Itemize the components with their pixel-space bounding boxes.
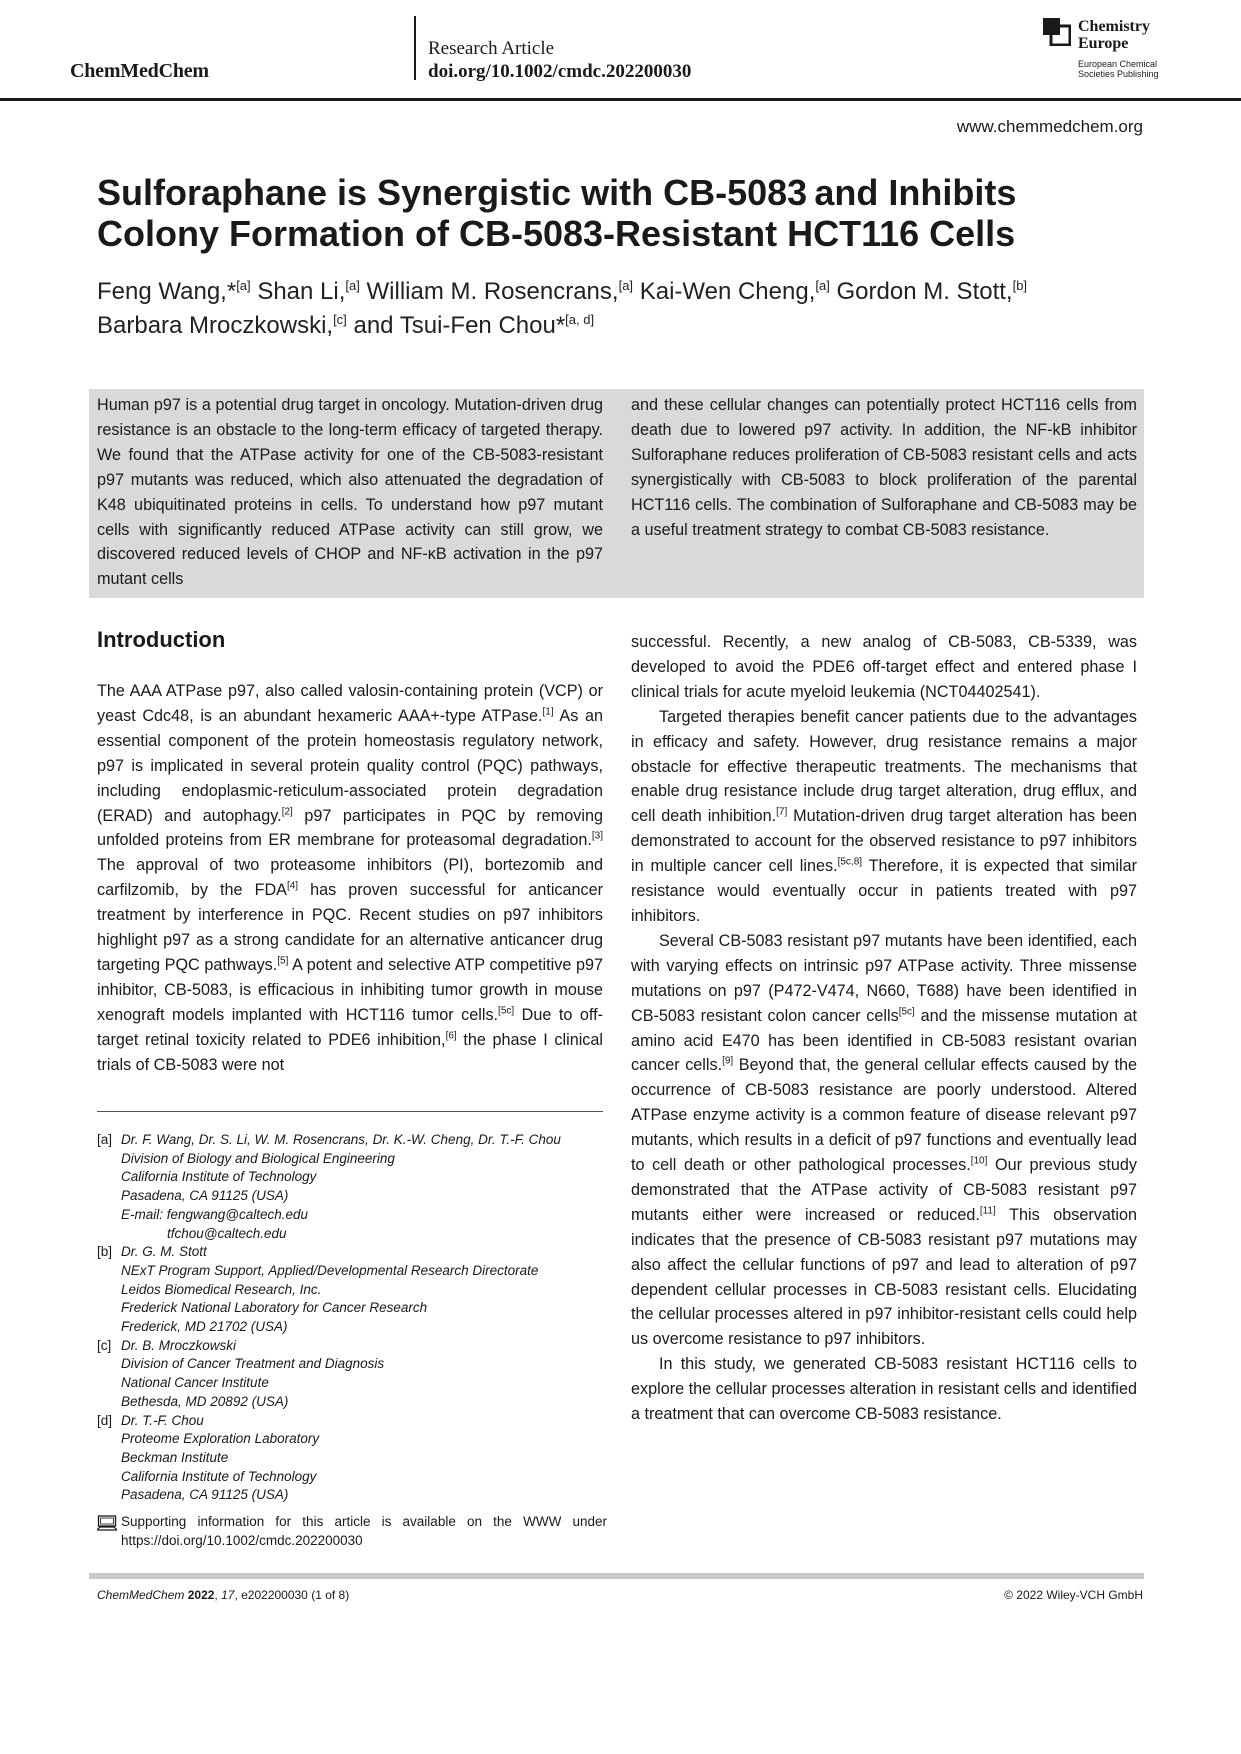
affiliation-footnotes — [97, 1131, 607, 1505]
citation[interactable]: [5c,8] — [837, 856, 863, 868]
article-type: Research Article — [428, 38, 555, 59]
abstract-left-column: Human p97 is a potential drug target in oncology. Mutation-driven drug resistance is an obstacle to the long-term efficacy of targeted therapy. We found that the ATPase activity for one of the CB-5083-resistant p97 mutants was reduced, which also attenuated the degradation of K48 ubiquitinated proteins in cells. To understand how p97 mutant cells with significantly reduced ATPase activity can still grow, we discovered reduced levels of CHOP and NF-κB activation in the p97 mutant cells — [97, 396, 603, 589]
paragraph: The AAA ATPase p97, also called valosin-containing protein (VCP) or yeast Cdc48, is an abundant hexameric AAA+-type ATPase.[1] As an essential component of the protein homeostasis regulatory network, p97 is implicated in several protein quality control (PQC) pathways, including endoplasmic-reticulum-associated protein degradation (ERAD) and autophagy.[2] p97 participates in PQC by removing unfolded proteins from ER membrane for proteasomal degradation.[3] The approval of two proteasome inhibitors (PI), bortezomib and carfilzomib, by the FDA[4] has proven successful for anticancer treatment by interference in PQC. Recent studies on p97 inhibitors highlight p97 as a strong candidate for an alternative anticancer drug targeting PQC pathways.[5] A potent and selective ATP competitive p97 inhibitor, CB-5083, is efficacious in inhibiting tumor growth in mouse xenograft models implanted with HCT116 tumor cells.[5c] Due to off-target retinal toxicity related to PDE6 inhibition,[6] the phase I clinical trials of CB-5083 were not — [97, 682, 604, 1074]
body-right-column — [631, 630, 1137, 1427]
header-rule — [0, 98, 1241, 101]
citation[interactable]: [2] — [281, 806, 293, 818]
computer-icon — [97, 1515, 117, 1531]
footer-copyright: © 2022 Wiley-VCH GmbH — [1004, 1588, 1143, 1602]
journal-name: ChemMedChem — [70, 60, 209, 82]
footnote-rule — [97, 1111, 603, 1112]
email-link[interactable]: E-mail: fengwang@caltech.edu — [121, 1206, 309, 1222]
footer-bar — [89, 1573, 1144, 1579]
citation[interactable]: [1] — [542, 706, 554, 718]
article-title: Sulforaphane is Synergistic with CB-5083 and Inhibits Colony Formation of CB-5083-Resistant HCT116 Cells — [97, 172, 1017, 254]
section-heading-introduction: Introduction — [97, 627, 226, 652]
citation[interactable]: [6] — [445, 1030, 457, 1042]
doi-link[interactable]: doi.org/10.1002/cmdc.202200030 — [428, 61, 692, 82]
publisher-subtitle: European Chemical Societies Publishing — [1078, 59, 1159, 79]
citation[interactable]: [5c] — [898, 1006, 915, 1018]
paragraph: Several CB-5083 resistant p97 mutants have been identified, each with varying effects on intrinsic p97 ATPase activity. Three missense mutations on p97 (P472-V474, N660, T688) have been identified in CB-5083 resistant colon cancer cells[5c] and the missense mutation at amino acid E470 has been identified in CB-5083 resistant ovarian cancer cells.[9] Beyond that, the general cellular effects caused by the occurrence of CB-5083 resistance are poorly understood. Altered ATPase enzyme activity is a common feature of disease relevant p97 mutants, which results in a deficit of p97 functions and eventually lead to cell death or other pathological processes.[10] Our previous study demonstrated that the ATPase activity of CB-5083 resistant p97 mutants either were increased or reduced.[11] This observation indicates that the presence of CB-5083 resistant p97 mutations may also affect the cellular functions of p97 and lead to alteration of p97 dependent cellular processes in CB-5083 resistant cells. Elucidating the cellular processes altered in p97 inhibitor-resistant cells could help us overcome resistance to p97 inhibitors. — [631, 931, 1137, 1349]
citation[interactable]: [4] — [286, 880, 299, 892]
paragraph: Targeted therapies benefit cancer patients due to the advantages in efficacy and safety. However, drug resistance remains a major obstacle for effective therapeutic treatments. The mechanisms that enable drug resistance include drug target alteration, drug efflux, and cell death inhibition.[7] Mutation-driven drug target alteration has been demonstrated to account for the observed resistance to p97 inhibitors in multiple cancer cell lines.[5c,8] Therefore, it is expected that similar resistance would eventually occur in patients treated with p97 inhibitors. — [631, 707, 1138, 925]
author-list: Feng Wang,*[a] Shan Li,[a] William M. Rosencrans,[a] Kai-Wen Cheng,[a] Gordon M. Stott,[b] Barbara Mroczkowski,[c] and Tsui-Fen Chou*[a, d] — [97, 278, 1028, 339]
citation[interactable]: [9] — [722, 1056, 734, 1068]
affiliation-c: [c] Dr. B. Mroczkowski Division of Cancer Treatment and Diagnosis National Cancer Institute Bethesda, MD 20892 (USA) — [97, 1337, 385, 1409]
email-link[interactable]: tfchou@caltech.edu — [167, 1225, 287, 1241]
citation[interactable]: [5c] — [498, 1005, 515, 1017]
header-divider — [414, 16, 416, 80]
citation[interactable]: [10] — [970, 1155, 988, 1167]
body-left-column — [97, 679, 603, 1078]
affiliation-b: [b] Dr. G. M. Stott NExT Program Support, Applied/Developmental Research Directorate Leidos Biomedical Research, Inc. Frederick National Laboratory for Cancer Research Frederick, MD 21702 (USA) — [97, 1244, 539, 1335]
journal-website-link[interactable]: www.chemmedchem.org — [956, 117, 1143, 136]
affiliation-a: [a] Dr. F. Wang, Dr. S. Li, W. M. Rosencrans, Dr. K.-W. Cheng, Dr. T.-F. Chou Division of Biology and Biological Engineering California Institute of Technology Pasadena, CA 91125 (USA) E-mail: fengwang@caltech.edu tfchou@caltech.edu — [97, 1131, 607, 1243]
citation[interactable]: [5] — [277, 955, 289, 967]
chemistry-europe-logo-icon — [1043, 18, 1071, 46]
footer-citation: ChemMedChem 2022, 17, e202200030 (1 of 8) — [97, 1588, 350, 1602]
abstract-right-column: and these cellular changes can potentially protect HCT116 cells from death due to lowered p97 activity. In addition, the NF-kB inhibitor Sulforaphane reduces proliferation of CB-5083 resistant cells and acts synergistically with CB-5083 to block proliferation of the parental HCT116 cells. The combination of Sulforaphane and CB-5083 may be a useful treatment strategy to combat CB-5083 resistance. — [631, 396, 1137, 539]
citation[interactable]: [3] — [591, 831, 603, 843]
citation[interactable]: [7] — [776, 806, 788, 818]
paragraph: successful. Recently, a new analog of CB-5083, CB-5339, was developed to avoid the PDE6 off-target effect and entered phase I clinical trials for acute myeloid leukemia (NCT04402541). — [631, 633, 1137, 701]
affiliation-d: [d] Dr. T.-F. Chou Proteome Exploration Laboratory Beckman Institute California Institute of Technology Pasadena, CA 91125 (USA) — [97, 1412, 320, 1503]
supporting-info-note: Supporting information for this article is available on the WWW under https://doi.org/10.1002/cmdc.202200030 — [97, 1513, 607, 1550]
paragraph: In this study, we generated CB-5083 resistant HCT116 cells to explore the cellular processes alteration in resistant cells and identified a treatment that can overcome CB-5083 resistance. — [631, 1355, 1137, 1424]
publisher-title: Chemistry Europe — [1078, 18, 1150, 52]
citation[interactable]: [11] — [979, 1205, 996, 1217]
